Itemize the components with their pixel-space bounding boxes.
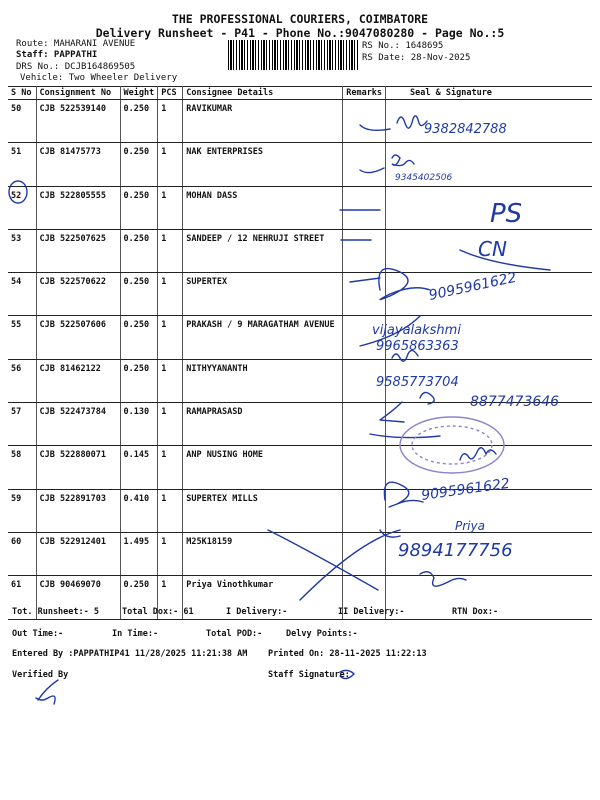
table-row xyxy=(8,532,592,575)
cell-remarks xyxy=(343,229,386,272)
cell-pcs: 1 xyxy=(158,100,183,143)
cell-pcs: 1 xyxy=(158,186,183,229)
cell-consignee: RAMAPRASASD xyxy=(183,403,343,446)
table-row xyxy=(8,359,592,402)
cell-pcs: 1 xyxy=(158,229,183,272)
cell-seal-signature xyxy=(386,143,592,186)
cell-weight: 0.250 xyxy=(120,316,158,359)
cell-pcs: 1 xyxy=(158,576,183,619)
verified-by: Verified By xyxy=(12,670,69,680)
cell-remarks xyxy=(343,273,386,316)
cell-pcs: 1 xyxy=(158,403,183,446)
cell-cno: CJB 522880071 xyxy=(36,446,120,489)
table-row xyxy=(8,273,592,316)
cell-consignee: SANDEEP / 12 NEHRUJI STREET xyxy=(183,229,343,272)
cell-sno: 51 xyxy=(8,143,36,186)
cell-consignee: RAVIKUMAR xyxy=(183,100,343,143)
cell-weight: 0.130 xyxy=(120,403,158,446)
cell-weight: 0.250 xyxy=(120,143,158,186)
ii-delivery: II Delivery:- xyxy=(338,607,405,617)
total-runsheet: Tot. Runsheet:- 5 xyxy=(12,607,99,617)
table-row xyxy=(8,403,592,446)
i-delivery: I Delivery:- xyxy=(226,607,288,617)
cell-seal-signature xyxy=(386,316,592,359)
cell-sno: 50 xyxy=(8,100,36,143)
out-time: Out Time:- xyxy=(12,629,64,639)
cell-sno: 52 xyxy=(8,186,36,229)
col-weight: Weight xyxy=(120,87,158,100)
table-row xyxy=(8,100,592,143)
printed-on: Printed On: 28-11-2025 11:22:13 xyxy=(268,649,427,659)
cell-seal-signature xyxy=(386,273,592,316)
hw-56: 9585773704 xyxy=(376,375,459,390)
cell-sno: 56 xyxy=(8,359,36,402)
cell-weight: 0.250 xyxy=(120,186,158,229)
company-title: THE PROFESSIONAL COURIERS, COIMBATORE xyxy=(171,12,429,26)
staff: Staff: PAPPATHI xyxy=(16,50,98,60)
cell-cno: CJB 522539140 xyxy=(36,100,120,143)
table-row xyxy=(8,489,592,532)
cell-sno: 53 xyxy=(8,229,36,272)
cell-seal-signature xyxy=(386,100,592,143)
table-row xyxy=(8,229,592,272)
cell-pcs: 1 xyxy=(158,489,183,532)
hw-51: 9345402506 xyxy=(395,173,453,183)
drs-number: DRS No.: DCJB164869505 xyxy=(16,62,136,72)
cell-cno: CJB 81475773 xyxy=(36,143,120,186)
cell-cno: CJB 522891703 xyxy=(36,489,120,532)
table-row xyxy=(8,143,592,186)
cell-pcs: 1 xyxy=(158,446,183,489)
col-remarks: Remarks xyxy=(343,87,386,100)
entered-by: Entered By :PAPPATHIP41 11/28/2025 11:21:38 AM xyxy=(12,649,248,659)
cell-seal-signature xyxy=(386,403,592,446)
cell-cno: CJB 522507625 xyxy=(36,229,120,272)
cell-weight: 0.250 xyxy=(120,359,158,402)
cell-remarks xyxy=(343,143,386,186)
cell-consignee: NAK ENTERPRISES xyxy=(183,143,343,186)
cell-cno: CJB 522473784 xyxy=(36,403,120,446)
hw-59: 9095961622 xyxy=(420,475,511,504)
cell-weight: 0.250 xyxy=(120,229,158,272)
table-header-row xyxy=(8,87,592,100)
hw-60: 9894177756 xyxy=(398,540,513,561)
cell-seal-signature xyxy=(386,532,592,575)
cell-consignee: NITHYYANANTH xyxy=(183,359,343,402)
vehicle: Vehicle: Two Wheeler Delivery xyxy=(20,73,178,83)
cell-weight: 1.495 xyxy=(120,532,158,575)
cell-pcs: 1 xyxy=(158,532,183,575)
rs-number: RS No.: 1648695 xyxy=(362,41,444,51)
cell-cno: CJB 81462122 xyxy=(36,359,120,402)
cell-pcs: 1 xyxy=(158,359,183,402)
runsheet-table xyxy=(8,86,592,620)
verified-signature xyxy=(36,680,58,704)
hw-50: 9382842788 xyxy=(424,122,507,137)
cell-remarks xyxy=(343,446,386,489)
cell-sno: 59 xyxy=(8,489,36,532)
col-consignee: Consignee Details xyxy=(183,87,343,100)
cell-cno: CJB 90469070 xyxy=(36,576,120,619)
cell-seal-signature xyxy=(386,229,592,272)
cell-consignee: SUPERTEX MILLS xyxy=(183,489,343,532)
barcode xyxy=(228,40,358,70)
in-time: In Time:- xyxy=(112,629,159,639)
total-pod: Total POD:- xyxy=(206,629,263,639)
cell-remarks xyxy=(343,489,386,532)
cell-consignee: Priya Vinothkumar xyxy=(183,576,343,619)
col-pcs: PCS xyxy=(158,87,183,100)
cell-pcs: 1 xyxy=(158,273,183,316)
staff-signature: Staff Signature: xyxy=(268,670,350,680)
table-row xyxy=(8,186,592,229)
cell-seal-signature xyxy=(386,186,592,229)
delvy-points: Delvy Points:- xyxy=(286,629,358,639)
cell-sno: 61 xyxy=(8,576,36,619)
hw-60-name: Priya xyxy=(455,519,485,533)
hw-53: CN xyxy=(478,237,507,261)
hw-55b: 9965863363 xyxy=(376,339,459,354)
cell-weight: 0.250 xyxy=(120,273,158,316)
cell-weight: 0.250 xyxy=(120,576,158,619)
cell-seal-signature xyxy=(386,489,592,532)
cell-sno: 58 xyxy=(8,446,36,489)
cell-remarks xyxy=(343,316,386,359)
cell-sno: 55 xyxy=(8,316,36,359)
cell-remarks xyxy=(343,359,386,402)
rtn-dox: RTN Dox:- xyxy=(452,607,499,617)
cell-consignee: M25K18159 xyxy=(183,532,343,575)
cell-sno: 54 xyxy=(8,273,36,316)
cell-cno: CJB 522912401 xyxy=(36,532,120,575)
cell-weight: 0.250 xyxy=(120,100,158,143)
runsheet-subtitle: Delivery Runsheet - P41 - Phone No.:9047080280 - Page No.:5 xyxy=(95,26,505,40)
cell-seal-signature xyxy=(386,446,592,489)
cell-pcs: 1 xyxy=(158,143,183,186)
col-sno: S No xyxy=(8,87,36,100)
table-row xyxy=(8,446,592,489)
cell-consignee: ANP NUSING HOME xyxy=(183,446,343,489)
hw-55a: vijayalakshmi xyxy=(372,323,461,338)
hw-54: 9095961622 xyxy=(427,269,518,304)
hw-52: PS xyxy=(490,199,523,229)
cell-remarks xyxy=(343,532,386,575)
cell-weight: 0.410 xyxy=(120,489,158,532)
cell-remarks xyxy=(343,186,386,229)
cell-cno: CJB 522507606 xyxy=(36,316,120,359)
col-consignment: Consignment No xyxy=(36,87,120,100)
cell-sno: 57 xyxy=(8,403,36,446)
col-seal-signature: Seal & Signature xyxy=(386,87,592,100)
cell-remarks xyxy=(343,100,386,143)
cell-consignee: PRAKASH / 9 MARAGATHAM AVENUE xyxy=(183,316,343,359)
total-dox: Total Dox:- 61 xyxy=(122,607,194,617)
cell-remarks xyxy=(343,403,386,446)
cell-consignee: MOHAN DASS xyxy=(183,186,343,229)
table-row xyxy=(8,316,592,359)
route: Route: MAHARANI AVENUE xyxy=(16,39,136,49)
cell-sno: 60 xyxy=(8,532,36,575)
cell-weight: 0.145 xyxy=(120,446,158,489)
cell-consignee: SUPERTEX xyxy=(183,273,343,316)
cell-cno: CJB 522805555 xyxy=(36,186,120,229)
cell-cno: CJB 522570622 xyxy=(36,273,120,316)
hw-57: 8877473646 xyxy=(470,394,560,410)
cell-seal-signature xyxy=(386,359,592,402)
rs-date: RS Date: 28-Nov-2025 xyxy=(362,53,471,63)
cell-pcs: 1 xyxy=(158,316,183,359)
